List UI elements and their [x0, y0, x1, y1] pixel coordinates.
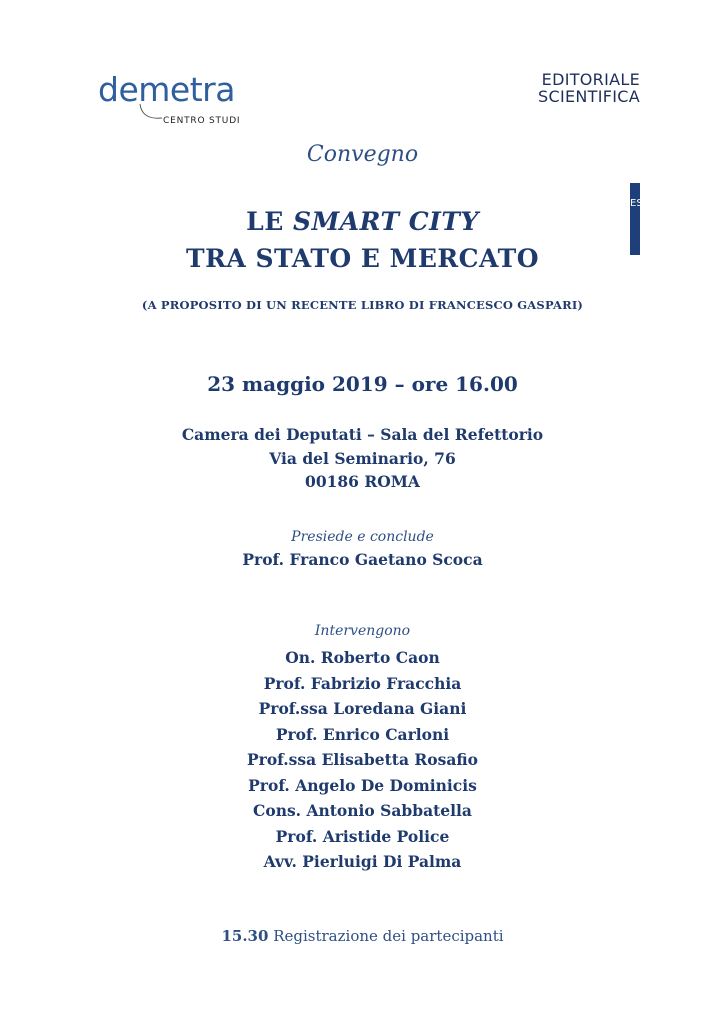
- venue-line-2: Via del Seminario, 76: [269, 449, 456, 468]
- registration-text: Registrazione dei partecipanti: [268, 927, 504, 945]
- registration-time: 15.30: [221, 927, 269, 945]
- speaker-item: Avv. Pierluigi Di Palma: [263, 852, 462, 871]
- editoriale-logo-monogram: ES: [630, 198, 643, 209]
- speaker-item: Prof. Aristide Police: [275, 826, 450, 846]
- registration-line: [0, 927, 725, 945]
- speakers-list: [0, 645, 725, 875]
- speaker-item: Prof. Enrico Carloni: [275, 724, 450, 744]
- demetra-logo-subtitle: CENTRO STUDI: [163, 116, 241, 126]
- demetra-logo-word: demetra: [98, 70, 235, 109]
- title-italic: SMART CITY: [293, 207, 479, 236]
- editoriale-logo-line2: SCIENTIFICA: [538, 87, 640, 106]
- speaker-item: On. Roberto Caon: [285, 648, 440, 667]
- title-line-1: [0, 207, 725, 236]
- title-line-2: TRA STATO E MERCATO: [186, 244, 539, 273]
- speakers-label: Intervengono: [314, 623, 411, 639]
- speaker-item: Prof.ssa Loredana Giani: [258, 699, 467, 718]
- editoriale-logo-line1: EDITORIALE: [541, 70, 640, 89]
- speaker-item: Prof. Angelo De Dominicis: [248, 775, 477, 795]
- venue-line-3: 00186 ROMA: [305, 472, 420, 491]
- speaker-item: Prof.ssa Elisabetta Rosafio: [247, 750, 478, 769]
- demetra-logo: [98, 72, 248, 134]
- event-type: Convegno: [306, 142, 419, 167]
- speaker-item: Cons. Antonio Sabbatella: [253, 801, 472, 820]
- editoriale-scientifica-logo: [538, 70, 656, 209]
- chair-label: Presiede e conclude: [291, 529, 434, 545]
- chair-name: Prof. Franco Gaetano Scoca: [242, 550, 483, 569]
- subtitle: (A PROPOSITO DI UN RECENTE LIBRO DI FRANCESCO GASPARI): [141, 298, 584, 312]
- venue-line-1: Camera dei Deputati – Sala del Refettorio: [181, 425, 544, 444]
- title-prefix: LE: [246, 207, 294, 236]
- event-datetime: 23 maggio 2019 – ore 16.00: [207, 372, 518, 396]
- speaker-item: Prof. Fabrizio Fracchia: [263, 673, 462, 693]
